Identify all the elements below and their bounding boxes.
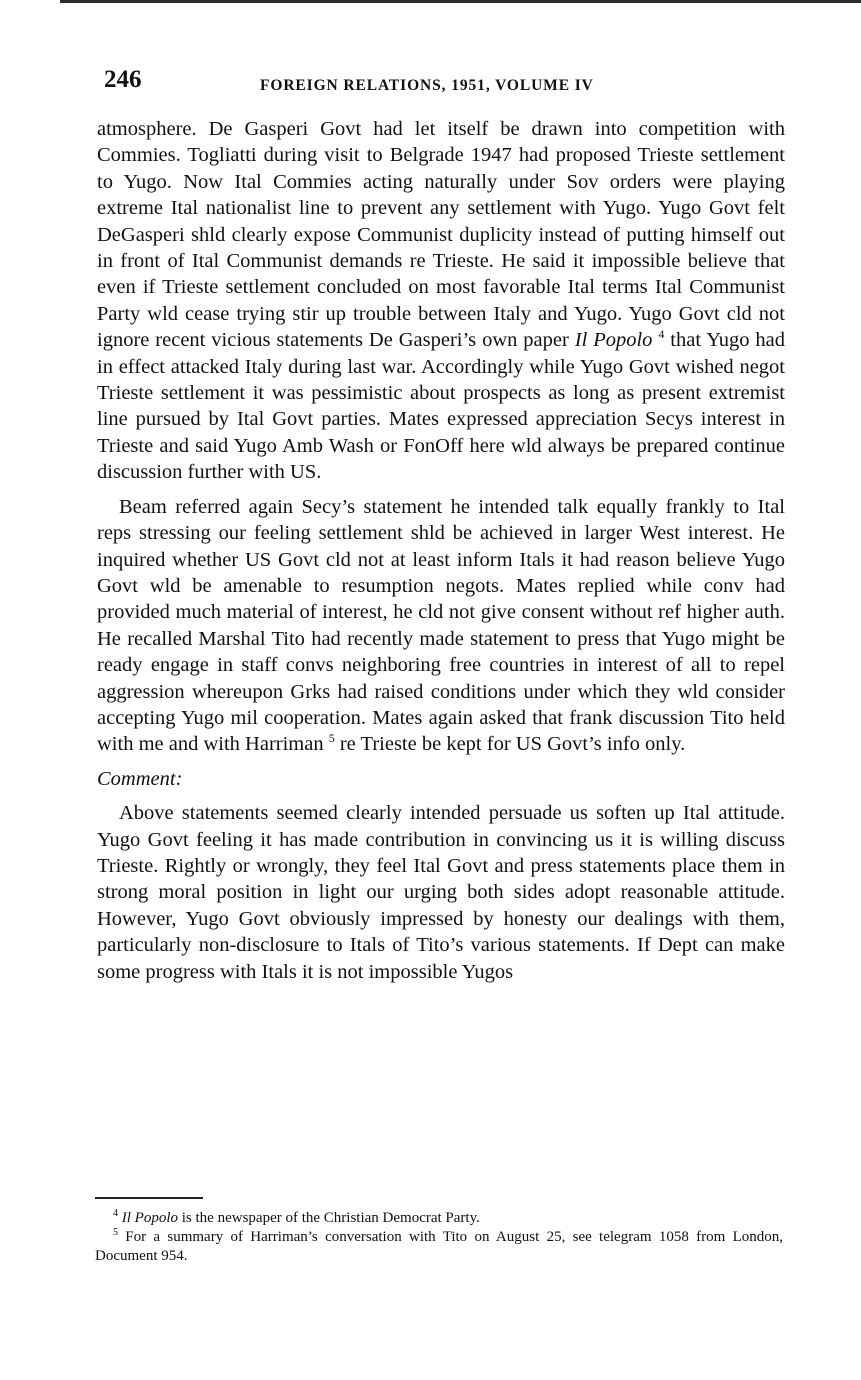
running-head: FOREIGN RELATIONS, 1951, VOLUME IV [260, 77, 594, 94]
footnote-number: 4 [113, 1208, 118, 1219]
paragraph-text: atmosphere. De Gasperi Govt had let itself be drawn into competition with Commies. Togliatti during visit to Belgrade 1947 had proposed Trieste settlement to Yugo. Now Ital Commies acting naturally under Sov orders were playing extreme Ital nationalist line to prevent any settlement with Yugo. Yugo Govt felt DeGasperi shld clearly expose Communist duplicity instead of putting himself out in front of Ital Communist demands re Trieste. He said it impossible believe that even if Trieste settlement concluded on most favorable Ital terms Ital Communist Party wld cease trying stir up trouble between Italy and Yugo. Yugo Govt cld not ignore recent vicious statements De Gasperi’s own paper [97, 118, 785, 352]
footnote-4 [95, 1209, 783, 1228]
top-rule [60, 0, 861, 3]
footnote-number: 5 [113, 1227, 118, 1238]
paragraph-text: Beam referred again Secy’s statement he intended talk equally frankly to Ital reps stressing our feeling settlement shld be achieved in larger West interest. He inquired whether US Govt cld not at least inform Itals it had reason believe Yugo Govt wld be amenable to resumption negots. Mates replied while conv had provided much material of interest, he cld not give consent without ref higher auth. He recalled Marshal Tito had recently made statement to press that Yugo might be ready engage in staff convs neighboring free countries in interest of all to repel aggression whereupon Grks had raised conditions under which they wld consider accepting Yugo mil cooperation. Mates again asked that frank discussion Tito held with me and with Harriman [97, 495, 785, 756]
footnotes [95, 1209, 783, 1266]
footnote-divider [95, 1197, 203, 1199]
paragraph-text: that Yugo had in effect attacked Italy during last war. Accordingly while Yugo Govt wished negot Trieste settlement it was pessimistic about prospects as long as present extremist line pursued by Ital Govt parties. Mates expressed appreciation Secys interest in Trieste and said Yugo Amb Wash or FonOff here wld always be prepared continue discussion further with US. [97, 329, 786, 484]
footnote-text: is the newspaper of the Christian Democrat Party. [178, 1210, 480, 1226]
paragraph-beam [97, 494, 785, 758]
footnote-5 [95, 1228, 783, 1266]
comment-heading: Comment: [97, 767, 183, 790]
paragraph-continuation [97, 116, 785, 486]
footnote-ref-5: 5 [328, 731, 335, 746]
paragraph-comment: Above statements seemed clearly intended persuade us soften up Ital attitude. Yugo Govt feeling it has made contribution in convincing us it is willing discuss Trieste. Rightly or wrongly, they feel Ital Govt and press statements place them in strong moral position in light our urging both sides adopt reasonable attitude. However, Yugo Govt obviously impressed by honesty our dealings with them, particularly non-disclosure to Itals of Tito’s various statements. If Dept can make some progress with Itals it is not impossible Yugos [97, 802, 785, 983]
page-header [104, 66, 794, 96]
footnote-ref-4: 4 [658, 327, 665, 342]
page-number: 246 [104, 66, 142, 93]
paragraph-text: re Trieste be kept for US Govt’s info only. [334, 733, 686, 756]
footnote-text: For a summary of Harriman’s conversation with Tito on August 25, see telegram 1058 from London, Document 954. [95, 1229, 783, 1264]
footnote-italic: Il Popolo [121, 1210, 178, 1226]
newspaper-title: Il Popolo [574, 329, 653, 352]
document-body [97, 116, 785, 985]
